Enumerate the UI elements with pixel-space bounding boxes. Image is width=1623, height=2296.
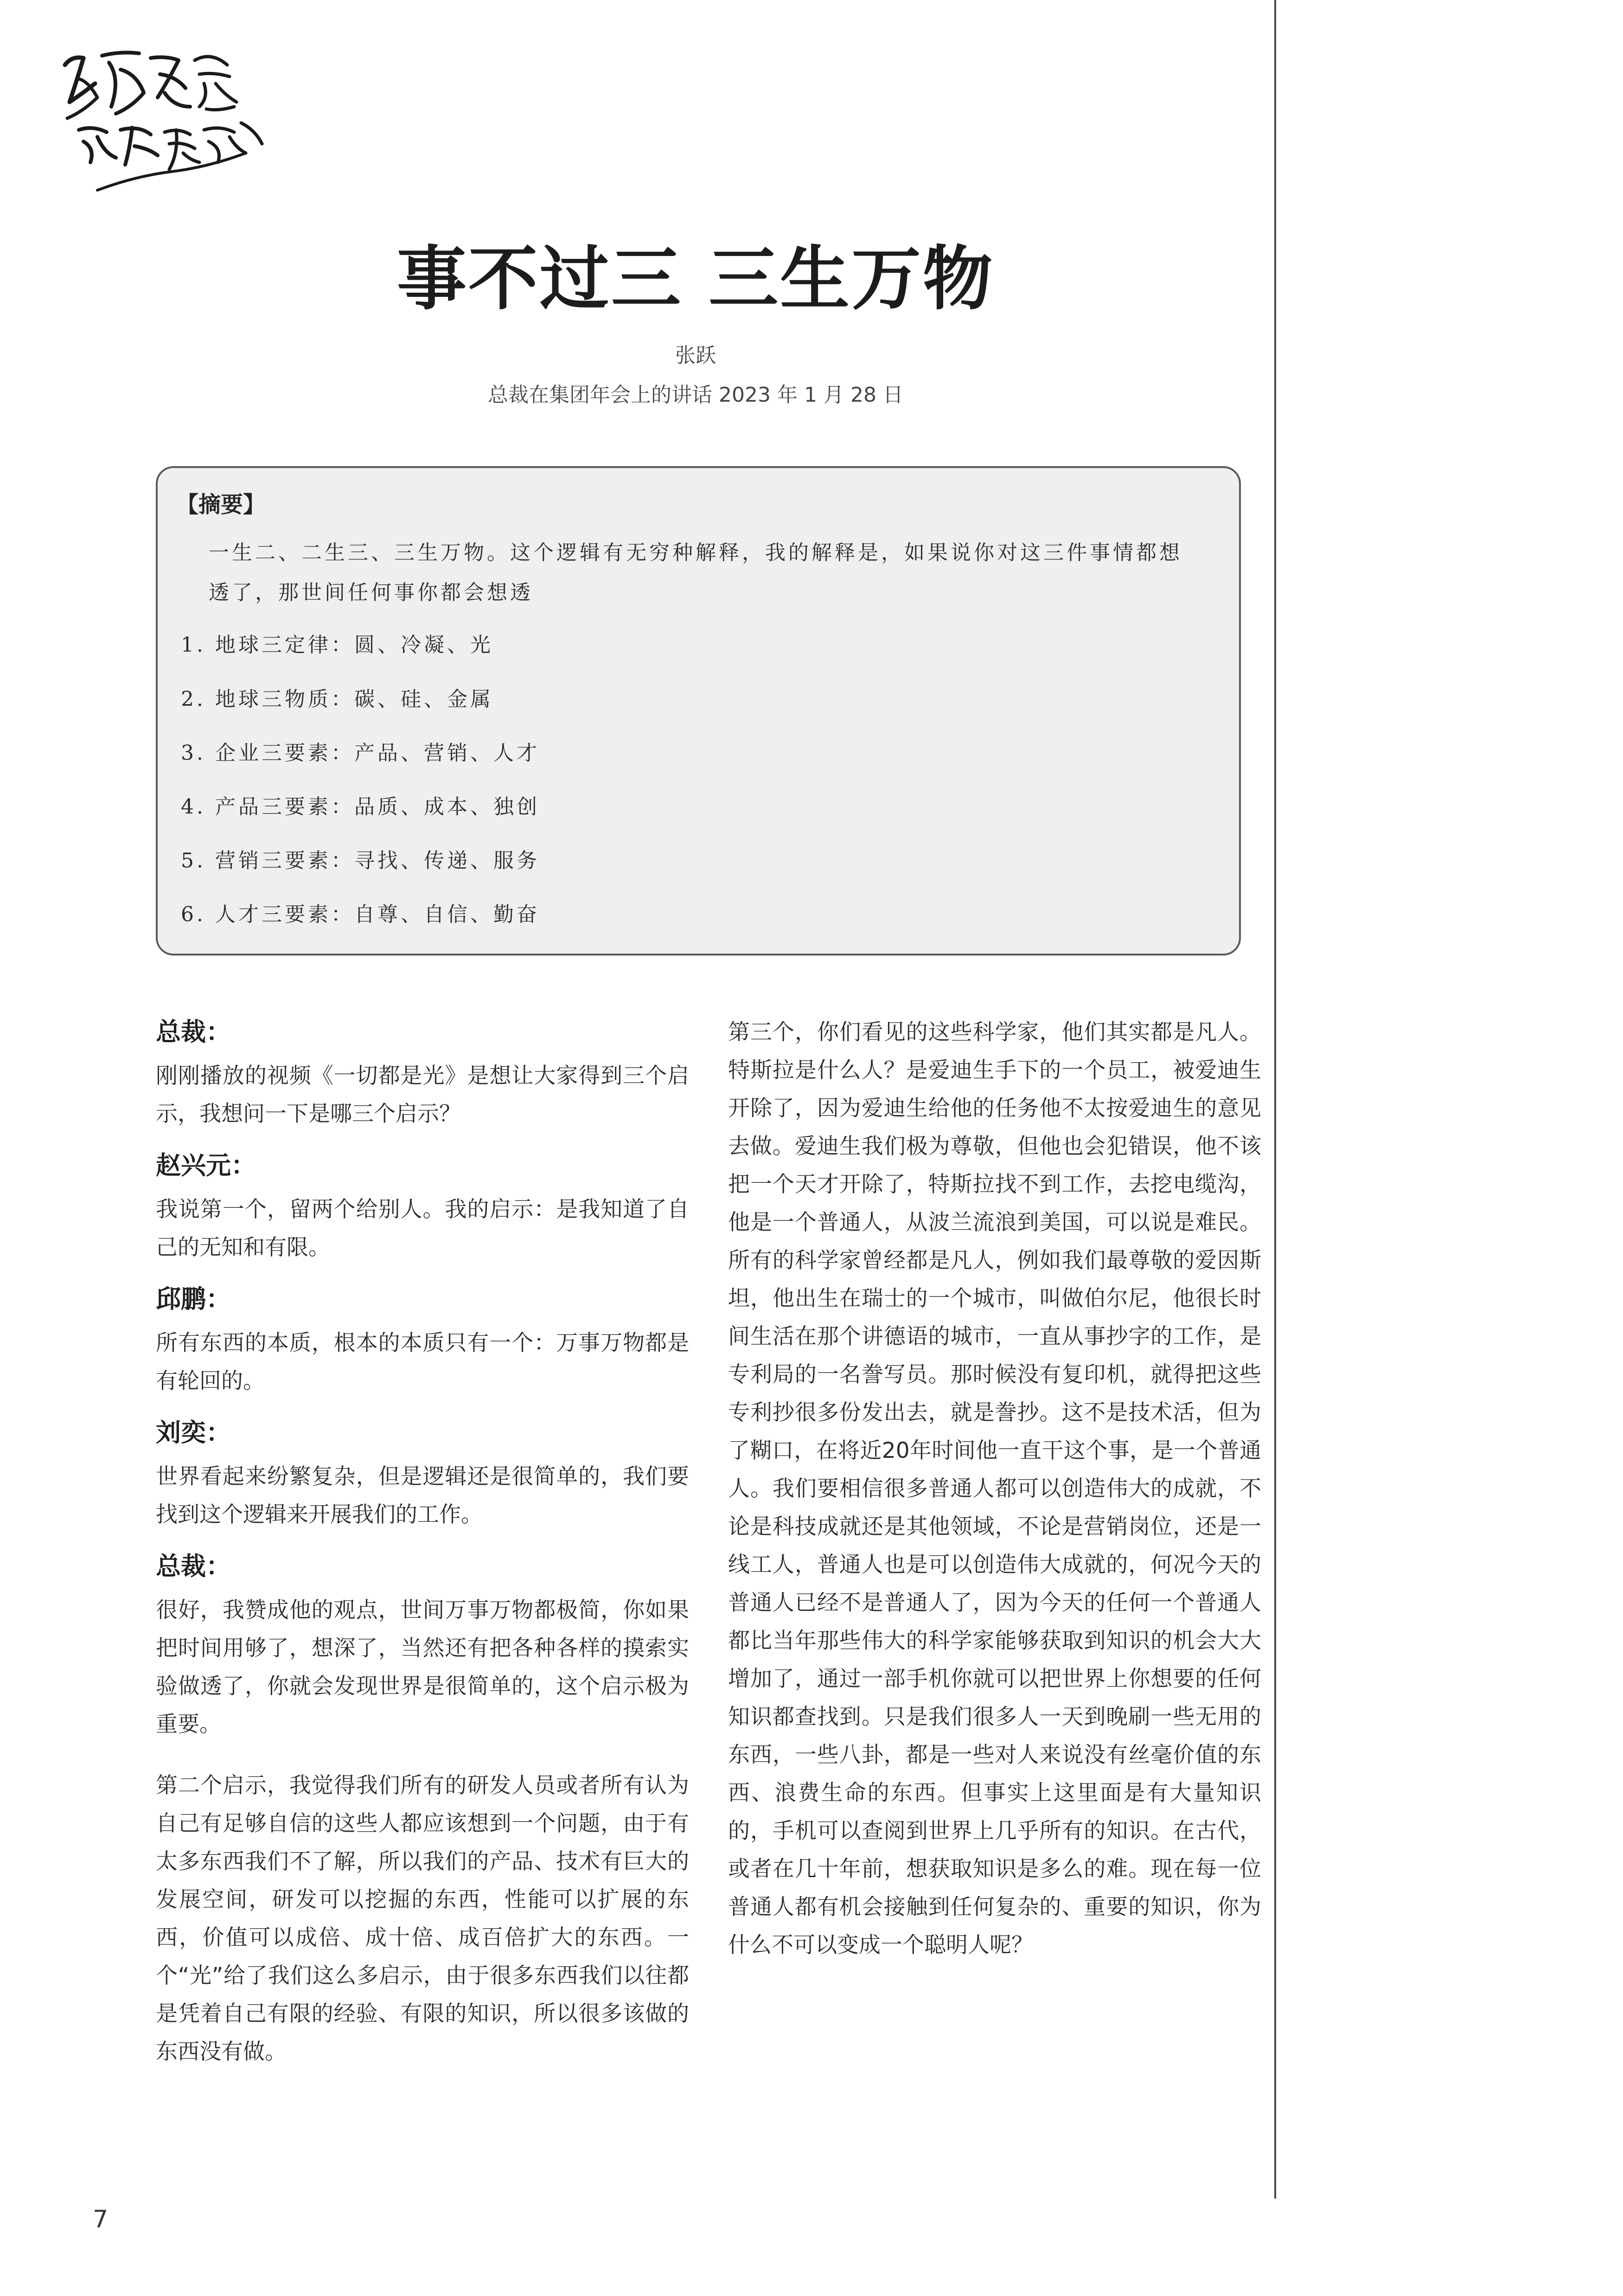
body-paragraph: 第三个，你们看见的这些科学家，他们其实都是凡人。特斯拉是什么人？是爱迪生手下的一个员工，被爱迪生开除了，因为爱迪生给他的任务他不太按爱迪生的意见去做。爱迪生我们极为尊敬，但他也会犯错误，他不该把一个天才开除了，特斯拉找不到工作，去挖电缆沟，他是一个普通人，从波兰流浪到美国，可以说是难民。所有的科学家曾经都是凡人，例如我们最尊敬的爱因斯坦，他出生在瑞士的一个城市，叫做伯尔尼，他很长时间生活在那个讲德语的城市，一直从事抄字的工作，是专利局的一名誊写员。那时候没有复印机，就得把这些专利抄很多份发出去，就是誊抄。这不是技术活，但为了糊口，在将近20年时间他一直干这个事，是一个普通人。我们要相信很多普通人都可以创造伟大的成就，不论是科技成就还是其他领域，不论是营销岗位，还是一线工人，普通人也是可以创造伟大成就的，何况今天的普通人已经不是普通人了，因为今天的任何一个普通人都比当年那些伟大的科学家能够获取到知识的机会大大增加了，通过一部手机你就可以把世界上你想要的任何知识都查找到。只是我们很多人一天到晚刷一些无用的东西，一些八卦，都是一些对人来说没有丝毫价值的东西、浪费生命的东西。但事实上这里面是有大量知识的，手机可以查阅到世界上几乎所有的知识。在古代，或者在几十年前，想获取知识是多么的难。现在每一位普通人都有机会接触到任何复杂的、重要的知识，你为什么不可以变成一个聪明人呢？: [728, 1020, 1261, 1958]
article-title: 事不过三 三生万物: [396, 239, 995, 320]
abstract-box: [156, 466, 1241, 956]
calligraphy-logo: [51, 37, 269, 195]
margin-rule: [1274, 0, 1276, 2199]
speaker-text: 世界看起来纷繁复杂，但是逻辑还是很简单的，我们要找到这个逻辑来开展我们的工作。: [156, 1464, 689, 1527]
body-paragraph: 第二个启示，我觉得我们所有的研发人员或者所有认为自己有足够自信的这些人都应该想到一个问题，由于有太多东西我们不了解，所以我们的产品、技术有巨大的发展空间，研发可以挖掘的东西，性能可以扩展的东西，价值可以成倍、成十倍、成百倍扩大的东西。一个“光”给了我们这么多启示，由于很多东西我们以往都是凭着自己有限的经验、有限的知识，所以很多该做的东西没有做。: [156, 1773, 689, 2065]
abstract-item: 3. 企业三要素：产品、营销、人才: [181, 741, 540, 765]
speaker-text: 很好，我赞成他的观点，世间万事万物都极简，你如果把时间用够了，想深了，当然还有把各种各样的摸索实验做透了，你就会发现世界是很简单的，这个启示极为重要。: [156, 1597, 689, 1737]
speaker-text: 刚刚播放的视频《一切都是光》是想让大家得到三个启示，我想问一下是哪三个启示？: [156, 1063, 689, 1127]
abstract-item: 2. 地球三物质：碳、硅、金属: [181, 687, 493, 711]
speaker-name: 总裁：: [156, 1017, 231, 1046]
speaker-name: 赵兴元：: [156, 1151, 256, 1180]
abstract-item: 5. 营销三要素：寻找、传递、服务: [181, 849, 540, 872]
abstract-item: 6. 人才三要素：自尊、自信、勤奋: [181, 903, 540, 926]
speaker-name: 邱鹏：: [156, 1284, 231, 1314]
article-subtitle: 总裁在集团年会上的讲话 2023 年 1 月 28 日: [488, 383, 903, 407]
page-number: 7: [93, 2206, 109, 2233]
abstract-intro: 一生二、二生三、三生万物。这个逻辑有无穷种解释，我的解释是，如果说你对这三件事情都想透了，那世间任何事你都会想透: [209, 541, 1182, 604]
abstract-item: 1. 地球三定律：圆、冷凝、光: [181, 633, 493, 657]
body-column-right: [728, 1013, 1261, 1978]
speaker-text: 我说第一个，留两个给别人。我的启示：是我知道了自己的无知和有限。: [156, 1197, 689, 1260]
speaker-name: 刘奕：: [156, 1418, 231, 1447]
speaker-text: 所有东西的本质，根本的本质只有一个：万事万物都是有轮回的。: [156, 1330, 689, 1394]
body-column-left: [156, 1013, 689, 2085]
speaker-name: 总裁：: [156, 1552, 231, 1581]
abstract-item: 4. 产品三要素：品质、成本、独创: [181, 795, 540, 819]
article-author: 张跃: [675, 344, 716, 367]
abstract-heading: 【摘要】: [176, 492, 266, 518]
